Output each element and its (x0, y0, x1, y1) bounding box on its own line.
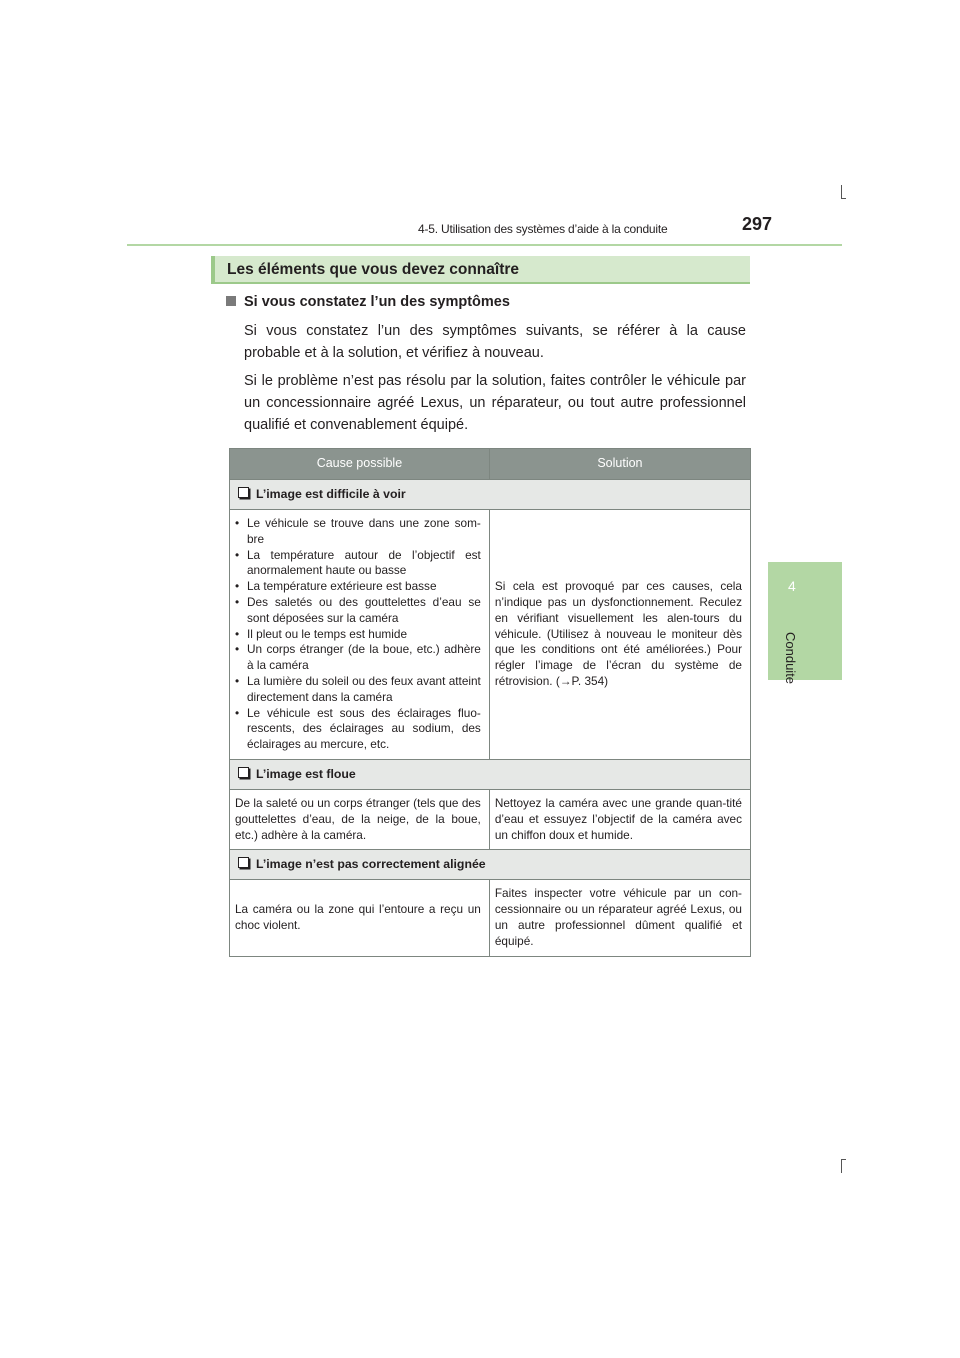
crop-mark-bottom-h (841, 1159, 846, 1160)
chapter-number: 4 (788, 578, 796, 594)
solution-cell: Nettoyez la caméra avec une grande quan-tité d’eau et essuyez l’objectif de la caméra avec un chiffon doux et humide. (489, 789, 750, 849)
sub-heading (226, 294, 510, 310)
square-bullet-icon (226, 296, 236, 306)
solution-cell: Faites inspecter votre véhicule par un con-cessionnaire ou un réparateur agréé Lexus, ou un autre professionnel dûment qualifié et équipé. (489, 880, 750, 956)
paragraph: Si le problème n’est pas résolu par la solution, faites contrôler le véhicule par un concessionnaire agréé Lexus, un réparateur, ou tout autre professionnel qualifié et convenablement équipé. (244, 373, 746, 433)
list-item: • La lumière du soleil ou des feux avant atteint directement dans la caméra (235, 674, 481, 706)
table-row (230, 510, 751, 760)
category-row (230, 480, 751, 510)
crop-mark-bottom (841, 1159, 842, 1173)
category-title: L’image n’est pas correctement alignée (256, 856, 486, 871)
chapter-name: Conduite (783, 632, 798, 685)
chapter-tab (768, 562, 842, 680)
column-header-cause: Cause possible (230, 449, 490, 480)
category-cell (230, 759, 751, 789)
crop-mark-top-h (841, 198, 846, 199)
solution-cell: Si cela est provoqué par ces causes, cela n’indique pas un dysfonctionnement. Reculez en vérifiant visuellement les alen-tours du véhicule. (Utilisez à nouveau le moniteur dès que les conditions ont été améliorées.) Pour régler l’image de l’écran du système de rétrovision. (→P. 354) (489, 510, 750, 760)
category-cell (230, 480, 751, 510)
category-cell (230, 850, 751, 880)
table-row (230, 880, 751, 956)
checkbox-icon (238, 767, 249, 778)
paragraph: Si vous constatez l’un des symptômes suivants, se référer à la cause probable et à la solution, et vérifiez à nouveau. (244, 323, 746, 361)
list-item: • Il pleut ou le temps est humide (235, 627, 481, 643)
category-row (230, 759, 751, 789)
header-rule (127, 244, 842, 246)
cause-cell (230, 510, 490, 760)
table-header-row (230, 449, 751, 480)
list-item: • La température autour de l’objectif est anormalement haute ou basse (235, 548, 481, 580)
table-row (230, 789, 751, 849)
page-number: 297 (742, 214, 773, 234)
section-title: Les éléments que vous devez connaître (227, 261, 520, 278)
category-title: L’image est difficile à voir (256, 486, 406, 501)
checkbox-icon (238, 857, 249, 868)
list-item: • La température extérieure est basse (235, 579, 481, 595)
column-header-solution: Solution (489, 449, 750, 480)
checkbox-icon (238, 487, 249, 498)
section-title-box (211, 256, 750, 284)
running-header: 4-5. Utilisation des systèmes d’aide à la conduite (418, 222, 668, 236)
list-item: • Le véhicule est sous des éclairages fluo-rescents, des éclairages au sodium, des éclairages au mercure, etc. (235, 706, 481, 753)
cause-cell: La caméra ou la zone qui l’entoure a reçu un choc violent. (230, 880, 490, 956)
sub-heading-text: Si vous constatez l’un des symptômes (244, 294, 510, 310)
list-item: • Des saletés ou des gouttelettes d’eau se sont déposées sur la caméra (235, 595, 481, 627)
category-title: L’image est floue (256, 766, 356, 781)
category-row (230, 850, 751, 880)
cause-cell: De la saleté ou un corps étranger (tels que des gouttelettes d’eau, de la neige, de la boue, etc.) adhère à la caméra. (230, 789, 490, 849)
cause-list (235, 516, 481, 753)
troubleshooting-table (229, 448, 751, 957)
crop-mark-top (841, 185, 842, 199)
list-item: • Le véhicule se trouve dans une zone som-bre (235, 516, 481, 548)
list-item: • Un corps étranger (de la boue, etc.) adhère à la caméra (235, 642, 481, 674)
